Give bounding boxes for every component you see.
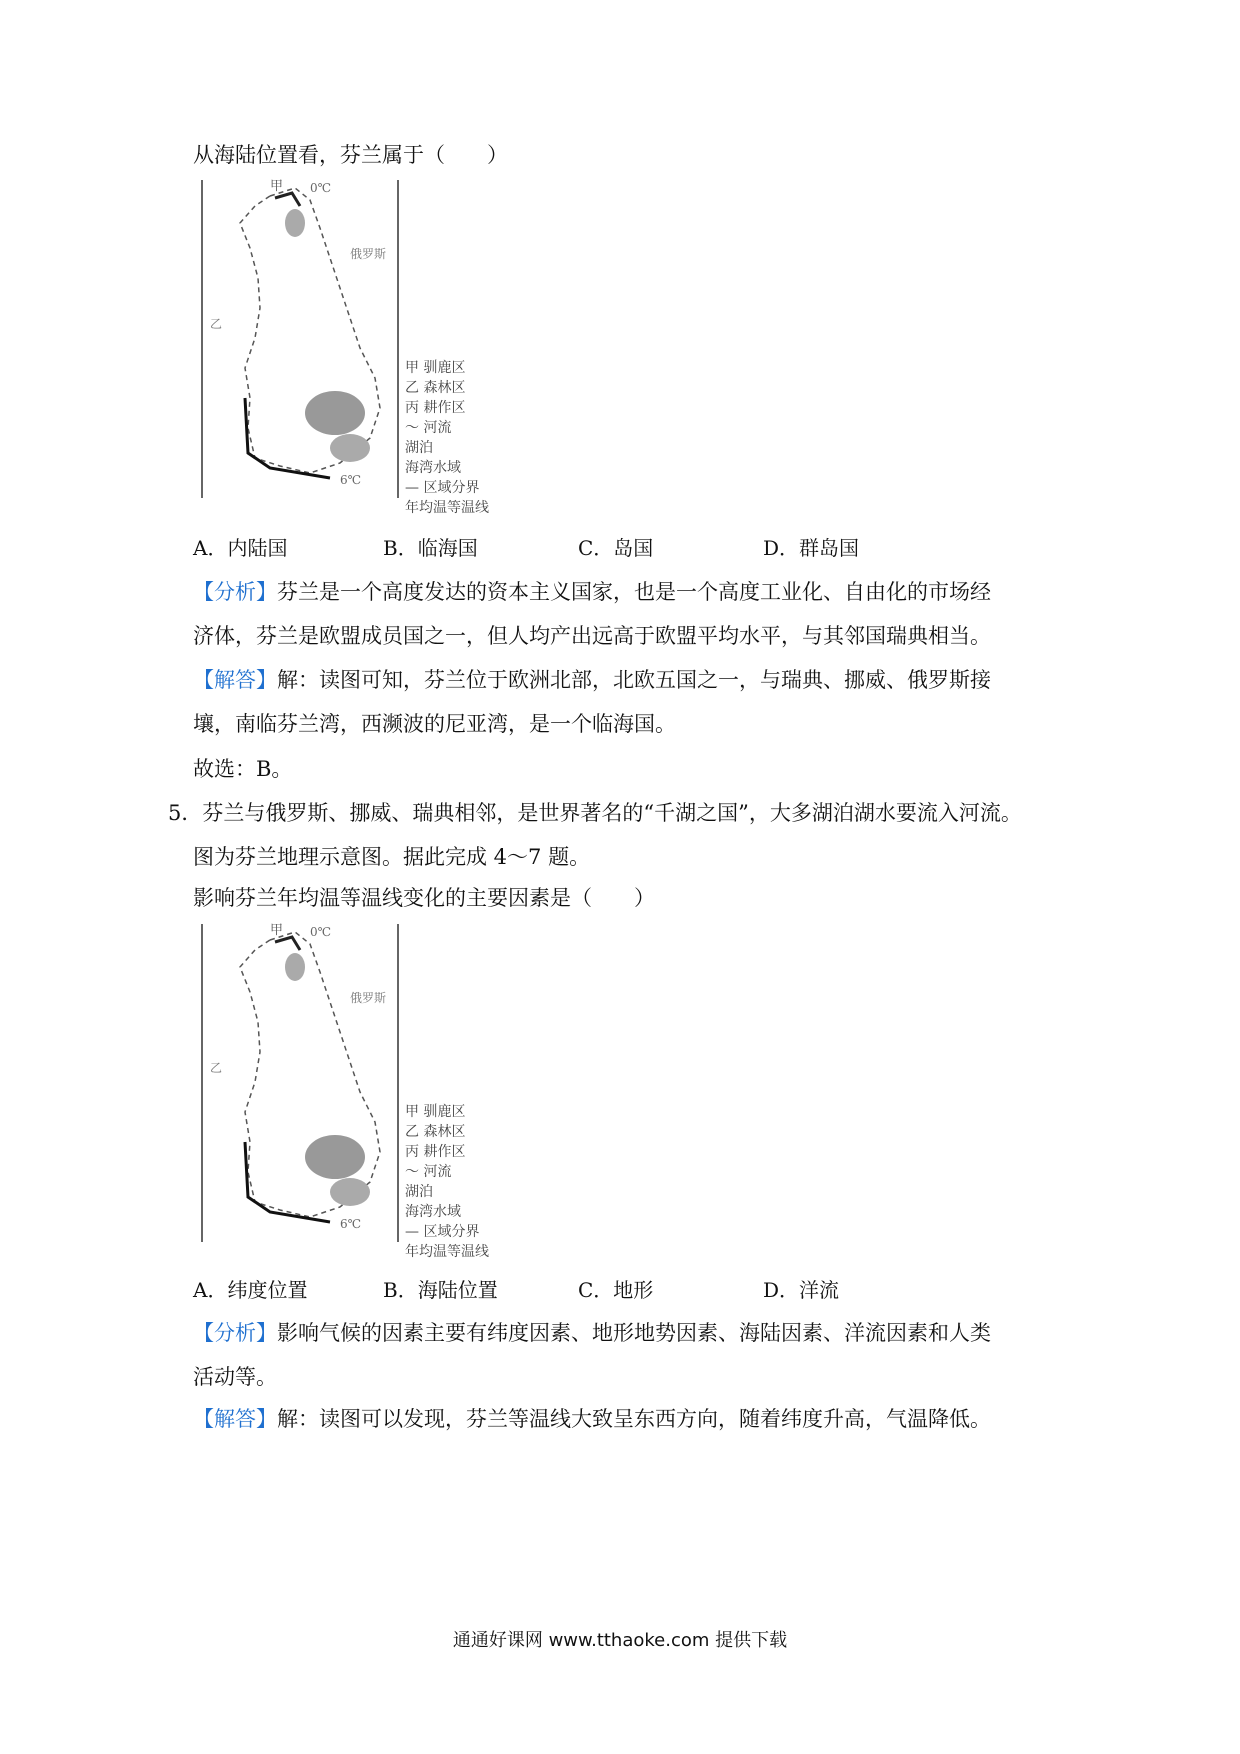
q4-stem: 从海陆位置看，芬兰属于（ ） <box>193 143 508 167</box>
q5-intro-line-2: 图为芬兰地理示意图。据此完成 4～7 题。 <box>193 845 591 869</box>
q4-option-a: A．内陆国 <box>193 536 288 560</box>
legend-item: 湖泊 <box>405 440 433 456</box>
map1-top-temp: 0℃ <box>310 181 332 195</box>
analysis-text: 影响气候的因素主要有纬度因素、地形地势因素、海陆因素、洋流因素和人类 <box>277 1321 991 1345</box>
page-footer: 通通好课网 www.tthaoke.com 提供下载 <box>452 1630 788 1651</box>
q4-analysis-line-1 <box>193 578 991 606</box>
map2-left-label: 乙 <box>210 1061 223 1075</box>
q4-choice: 故选：B。 <box>193 757 293 781</box>
legend-item: 年均温等温线 <box>405 1244 489 1260</box>
legend-item: 海湾水域 <box>405 1204 461 1220</box>
map2-top-region: 甲 <box>270 923 284 938</box>
map1-left-label: 乙 <box>210 317 223 331</box>
finland-map-figure-2 <box>200 922 540 1260</box>
legend-item: 丙 耕作区 <box>405 1144 466 1160</box>
legend-item: 海湾水域 <box>405 460 461 476</box>
answer-text: 解：读图可以发现，芬兰等温线大致呈东西方向，随着纬度升高，气温降低。 <box>277 1407 991 1431</box>
analysis-tag: 【分析】 <box>193 580 277 604</box>
legend-item: 年均温等温线 <box>405 500 489 516</box>
answer-text: 解：读图可知，芬兰位于欧洲北部，北欧五国之一，与瑞典、挪威、俄罗斯接 <box>277 668 991 692</box>
map1-top-region: 甲 <box>270 179 284 194</box>
finland-map-2 <box>200 922 540 1252</box>
q4-option-d: D．群岛国 <box>763 536 860 560</box>
q4-answer-line-1 <box>193 666 991 694</box>
analysis-text: 芬兰是一个高度发达的资本主义国家，也是一个高度工业化、自由化的市场经 <box>277 580 991 604</box>
answer-tag: 【解答】 <box>193 1407 277 1431</box>
legend-item: 乙 森林区 <box>405 380 466 396</box>
answer-tag: 【解答】 <box>193 668 277 692</box>
q5-stem: 影响芬兰年均温等温线变化的主要因素是（ ） <box>193 886 655 910</box>
finland-map-1 <box>200 178 540 508</box>
q4-answer-line-2: 壤，南临芬兰湾，西濒波的尼亚湾，是一个临海国。 <box>193 712 676 736</box>
legend-item: 甲 驯鹿区 <box>405 360 466 376</box>
q5-intro-line-1: 5．芬兰与俄罗斯、挪威、瑞典相邻，是世界著名的“千湖之国”，大多湖泊湖水要流入河流。 <box>168 801 1022 825</box>
legend-item: — 区域分界 <box>405 480 480 496</box>
q5-option-d: D．洋流 <box>763 1278 840 1302</box>
map2-right-label: 俄罗斯 <box>350 991 387 1005</box>
q5-option-b: B．海陆位置 <box>383 1278 498 1302</box>
q5-analysis-line-2: 活动等。 <box>193 1365 277 1389</box>
finland-map-figure-1 <box>200 178 540 516</box>
legend-item: 丙 耕作区 <box>405 400 466 416</box>
analysis-tag: 【分析】 <box>193 1321 277 1345</box>
q5-option-a: A．纬度位置 <box>193 1278 308 1302</box>
map1-legend <box>405 358 489 518</box>
q4-option-b: B．临海国 <box>383 536 478 560</box>
map2-top-temp: 0℃ <box>310 925 332 939</box>
legend-item: — 区域分界 <box>405 1224 480 1240</box>
q4-analysis-line-2: 济体，芬兰是欧盟成员国之一，但人均产出远高于欧盟平均水平，与其邻国瑞典相当。 <box>193 624 991 648</box>
legend-item: 乙 森林区 <box>405 1124 466 1140</box>
legend-item: 甲 驯鹿区 <box>405 1104 466 1120</box>
legend-item: ～ 河流 <box>405 1164 452 1180</box>
map2-legend <box>405 1102 489 1262</box>
q5-analysis-line-1 <box>193 1319 991 1347</box>
q5-option-c: C．地形 <box>578 1278 654 1302</box>
q4-option-c: C．岛国 <box>578 536 654 560</box>
q5-answer-line-1 <box>193 1405 991 1433</box>
map1-bottom-temp: 6℃ <box>340 473 362 487</box>
legend-item: 湖泊 <box>405 1184 433 1200</box>
map2-bottom-temp: 6℃ <box>340 1217 362 1231</box>
legend-item: ～ 河流 <box>405 420 452 436</box>
map1-right-label: 俄罗斯 <box>350 247 387 261</box>
